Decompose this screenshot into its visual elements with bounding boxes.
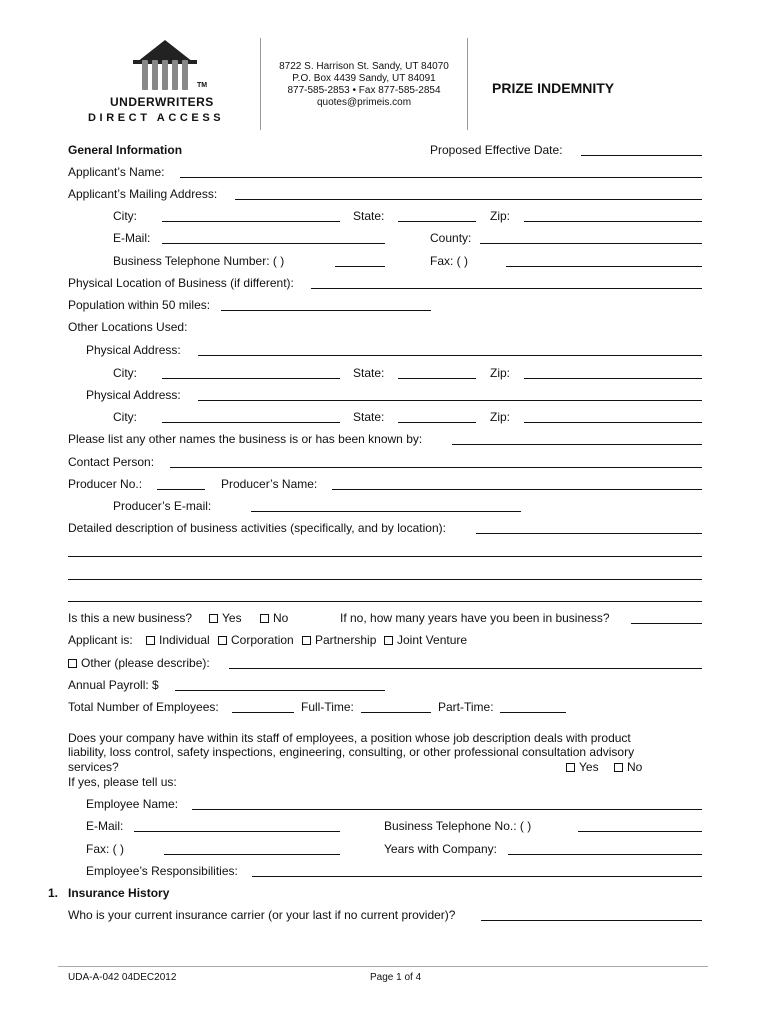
population-field[interactable] <box>221 310 431 311</box>
physical-address-2-label: Physical Address: <box>86 388 181 402</box>
applicant-is-label: Applicant is: <box>68 633 133 647</box>
mailing-address-field[interactable] <box>235 199 702 200</box>
employee-email-label: E-Mail: <box>86 819 124 833</box>
employee-name-field[interactable] <box>192 809 702 810</box>
contact-person-field[interactable] <box>170 467 702 468</box>
producer-no-field[interactable] <box>157 489 205 490</box>
other-describe-field[interactable] <box>229 668 702 669</box>
description-field-2[interactable] <box>68 556 702 557</box>
state-field[interactable] <box>398 221 476 222</box>
fax-field[interactable] <box>506 266 702 267</box>
state-3-label: State: <box>353 410 385 424</box>
option-individual[interactable] <box>146 633 210 647</box>
staff-yes[interactable] <box>566 760 599 774</box>
new-business-no[interactable] <box>260 611 288 625</box>
city-2-label: City: <box>113 366 137 380</box>
city-3-field[interactable] <box>162 422 340 423</box>
state-label: State: <box>353 209 385 223</box>
state-2-field[interactable] <box>398 378 476 379</box>
producer-email-label: Producer’s E-mail: <box>113 499 212 513</box>
proposed-date-label: Proposed Effective Date: <box>430 143 563 157</box>
staff-no-label: No <box>627 760 643 774</box>
checkbox-icon[interactable] <box>614 763 623 772</box>
new-business-yes[interactable] <box>209 611 242 625</box>
city-3-label: City: <box>113 410 137 424</box>
applicant-name-field[interactable] <box>180 177 702 178</box>
employee-fax-label: Fax: ( ) <box>86 842 124 856</box>
description-field-4[interactable] <box>68 601 702 602</box>
option-joint-venture-label: Joint Venture <box>397 633 468 647</box>
checkbox-icon[interactable] <box>209 614 218 623</box>
description-label: Detailed description of business activities (specifically, and by location): <box>68 521 446 535</box>
checkbox-icon[interactable] <box>260 614 269 623</box>
physical-location-field[interactable] <box>311 288 702 289</box>
footer-page: Page 1 of 4 <box>370 972 422 983</box>
employee-email-field[interactable] <box>134 831 340 832</box>
logo-line2: DIRECT ACCESS <box>88 112 225 124</box>
city-2-field[interactable] <box>162 378 340 379</box>
option-other-label: Other (please describe): <box>81 656 210 670</box>
other-names-field[interactable] <box>452 444 702 445</box>
checkbox-icon[interactable] <box>146 636 155 645</box>
producer-no-label: Producer No.: <box>68 477 143 491</box>
option-joint-venture[interactable] <box>384 633 467 647</box>
address-line1: 8722 S. Harrison St. Sandy, UT 84070 <box>279 61 449 72</box>
fulltime-field[interactable] <box>361 712 431 713</box>
physical-address-1-field[interactable] <box>198 355 702 356</box>
checkbox-icon[interactable] <box>302 636 311 645</box>
physical-address-2-field[interactable] <box>198 400 702 401</box>
population-label: Population within 50 miles: <box>68 298 211 312</box>
option-corporation[interactable] <box>218 633 294 647</box>
footer-rule <box>58 966 708 967</box>
new-business-no-label: No <box>273 611 289 625</box>
business-phone-field[interactable] <box>335 266 385 267</box>
employee-phone-field[interactable] <box>578 831 702 832</box>
payroll-field[interactable] <box>175 690 385 691</box>
other-names-label: Please list any other names the business is or has been known by: <box>68 432 423 446</box>
years-with-company-label: Years with Company: <box>384 842 497 856</box>
responsibilities-label: Employee’s Responsibilities: <box>86 864 238 878</box>
employee-fax-field[interactable] <box>164 854 340 855</box>
fulltime-label: Full-Time: <box>301 700 354 714</box>
employee-name-label: Employee Name: <box>86 797 179 811</box>
physical-location-label: Physical Location of Business (if different): <box>68 276 294 290</box>
if-yes-label: If yes, please tell us: <box>68 775 177 789</box>
parttime-field[interactable] <box>500 712 566 713</box>
section-heading-general: General Information <box>68 143 183 157</box>
checkbox-icon[interactable] <box>384 636 393 645</box>
applicant-name-label: Applicant’s Name: <box>68 165 165 179</box>
years-in-business-field[interactable] <box>631 623 702 624</box>
employees-field[interactable] <box>232 712 294 713</box>
checkbox-icon[interactable] <box>68 659 77 668</box>
option-partnership-label: Partnership <box>315 633 377 647</box>
email-label: E-Mail: <box>113 231 151 245</box>
zip-label: Zip: <box>490 209 511 223</box>
payroll-label: Annual Payroll: $ <box>68 678 159 692</box>
responsibilities-field[interactable] <box>252 876 702 877</box>
zip-field[interactable] <box>524 221 702 222</box>
fax-label: Fax: ( ) <box>430 254 468 268</box>
section-number-1: 1. <box>48 886 59 900</box>
carrier-field[interactable] <box>481 920 702 921</box>
zip-3-label: Zip: <box>490 410 511 424</box>
zip-3-field[interactable] <box>524 422 702 423</box>
years-with-company-field[interactable] <box>508 854 702 855</box>
parttime-label: Part-Time: <box>438 700 494 714</box>
address-line3: 877-585-2853 • Fax 877-585-2854 <box>287 85 441 96</box>
new-business-label: Is this a new business? <box>68 611 193 625</box>
staff-question-line1: Does your company have within its staff of employees, a position whose job description deals with product <box>68 731 631 745</box>
proposed-date-field[interactable] <box>581 155 702 156</box>
doc-title: PRIZE INDEMNITY <box>492 80 615 96</box>
logo-line1: UNDERWRITERS <box>110 95 214 109</box>
producer-email-field[interactable] <box>251 511 521 512</box>
county-field[interactable] <box>480 243 702 244</box>
staff-question-line3: services? <box>68 760 119 774</box>
employee-phone-label: Business Telephone No.: ( ) <box>384 819 532 833</box>
staff-question-line2: liability, loss control, safety inspections, engineering, consulting, or other professional consultation advisory <box>68 745 635 759</box>
business-phone-label: Business Telephone Number: ( ) <box>113 254 285 268</box>
description-field-3[interactable] <box>68 579 702 580</box>
address-line2: P.O. Box 4439 Sandy, UT 84091 <box>292 73 436 84</box>
option-individual-label: Individual <box>159 633 210 647</box>
producer-name-field[interactable] <box>332 489 702 490</box>
section-heading-insurance: Insurance History <box>68 886 170 900</box>
city-label: City: <box>113 209 137 223</box>
zip-2-label: Zip: <box>490 366 511 380</box>
state-3-field[interactable] <box>398 422 476 423</box>
carrier-label: Who is your current insurance carrier (or your last if no current provider)? <box>68 908 456 922</box>
contact-person-label: Contact Person: <box>68 455 155 469</box>
email-field[interactable] <box>162 243 385 244</box>
header-divider-right <box>467 38 468 130</box>
employees-label: Total Number of Employees: <box>68 700 219 714</box>
years-in-business-label: If no, how many years have you been in business? <box>340 611 610 625</box>
producer-name-label: Producer’s Name: <box>221 477 318 491</box>
option-partnership[interactable] <box>302 633 376 647</box>
option-corporation-label: Corporation <box>231 633 294 647</box>
checkbox-icon[interactable] <box>566 763 575 772</box>
mailing-address-label: Applicant’s Mailing Address: <box>68 187 218 201</box>
other-locations-label: Other Locations Used: <box>68 320 188 334</box>
header-divider-left <box>260 38 261 130</box>
zip-2-field[interactable] <box>524 378 702 379</box>
physical-address-1-label: Physical Address: <box>86 343 181 357</box>
staff-yes-label: Yes <box>579 760 599 774</box>
address-line4: quotes@primeis.com <box>316 97 412 108</box>
new-business-yes-label: Yes <box>222 611 242 625</box>
county-label: County: <box>430 231 472 245</box>
staff-no[interactable] <box>614 760 642 774</box>
footer-form-id: UDA-A-042 04DEC2012 <box>68 972 177 983</box>
description-field-1[interactable] <box>476 533 702 534</box>
state-2-label: State: <box>353 366 385 380</box>
city-field[interactable] <box>162 221 340 222</box>
checkbox-icon[interactable] <box>218 636 227 645</box>
logo-tm: TM <box>197 82 208 89</box>
option-other[interactable] <box>68 656 210 670</box>
